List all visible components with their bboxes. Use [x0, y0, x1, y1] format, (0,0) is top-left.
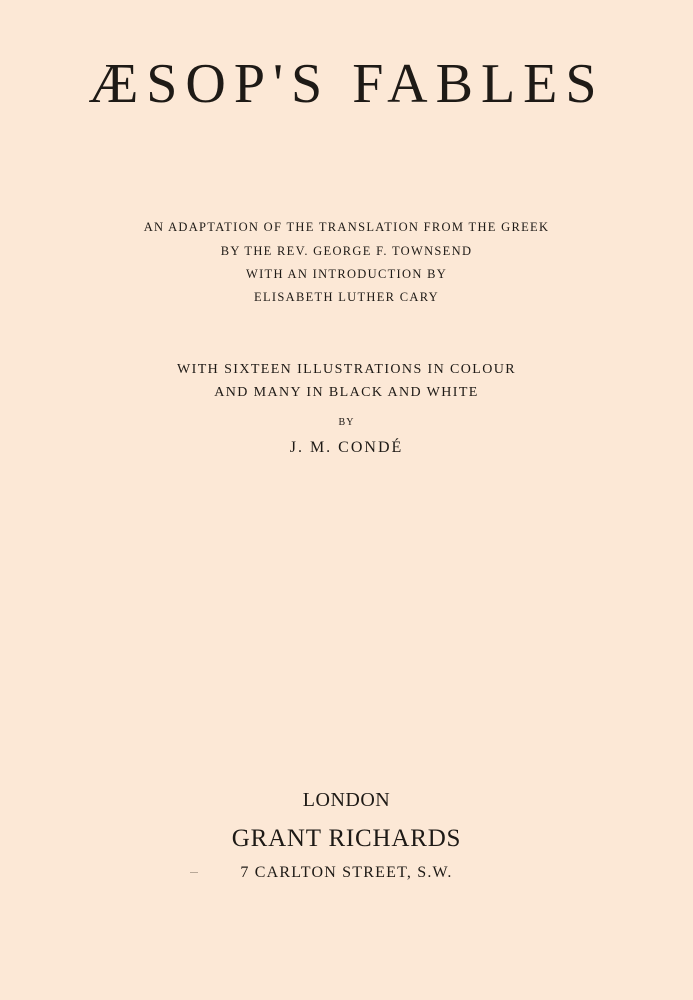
publisher-address: 7 CARLTON STREET, S.W. — [240, 864, 453, 881]
illustrator-name: J. M. CONDÉ — [289, 439, 404, 456]
adaptation-line-2: BY THE REV. GEORGE F. TOWNSEND — [220, 244, 473, 258]
adaptation-line-3: WITH AN INTRODUCTION BY — [245, 267, 448, 281]
by-label: BY — [338, 417, 355, 428]
illustrations-line-1: WITH SIXTEEN ILLUSTRATIONS IN COLOUR — [177, 362, 516, 377]
printing-mark — [190, 872, 198, 873]
publisher-city: LONDON — [302, 789, 391, 811]
book-title: ÆSOP'S FABLES — [88, 53, 605, 115]
illustrations-line-2: AND MANY IN BLACK AND WHITE — [214, 385, 479, 400]
adaptation-line-1: AN ADAPTATION OF THE TRANSLATION FROM THE GREEK — [143, 220, 550, 234]
publisher-name: GRANT RICHARDS — [231, 825, 462, 852]
adaptation-line-4: ELISABETH LUTHER CARY — [254, 290, 439, 304]
